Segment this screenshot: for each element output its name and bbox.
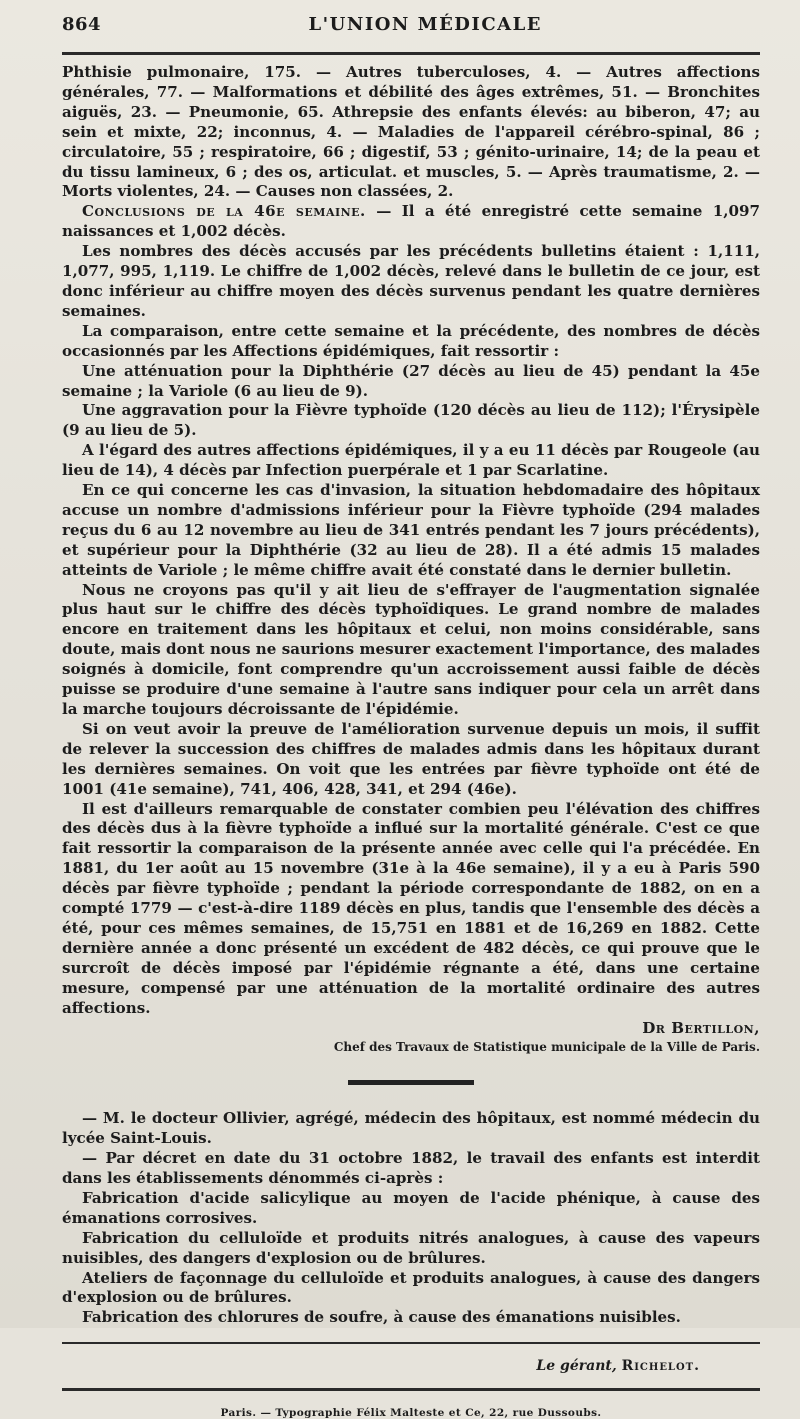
article-body (62, 63, 760, 1328)
section-lead: Conclusions de la 46e semaine. (82, 202, 366, 221)
printer-imprint: Paris. — Typographie Félix Malteste et Ce, 22, rue Dussoubs. (220, 1407, 602, 1419)
paragraph: Une aggravation pour la Fièvre typhoïde (120 décès au lieu de 112); l'Érysipèle (9 au lieu de 5). (62, 401, 760, 440)
paragraph: Il est d'ailleurs remarquable de constater combien peu l'élévation des chiffres des décès dus à la fièvre typhoïde a influé sur la mortalité générale. C'est ce que fait ressortir la comparaison de la présente année avec celle qui l'a précédée. En 1881, du 1er août au 15 novembre (31e à la 46e semaine), il y a eu à Paris 590 décès par fièvre typhoïde ; pendant la période correspondante de 1882, on en a compté 1779 — c'est-à-dire 1189 décès en plus, tandis que l'ensemble des décès a été, pour ces mêmes semaines, de 15,751 en 1881 et de 16,269 en 1882. Cette dernière année a donc présenté un excédent de 482 décès, ce qui prouve que le surcroît de décès imposé par l'épidémie régnante a été, dans une certaine mesure, compensé par une atténuation de la mortalité ordinaire des autres affections. (62, 799, 760, 1017)
paragraph: Une atténuation pour la Diphthérie (27 décès au lieu de 45) pendant la 45e semaine ; la Variole (6 au lieu de 9). (62, 361, 760, 400)
footer-rule (62, 1388, 760, 1391)
signature-name: Dr Bertillon, (642, 1018, 760, 1037)
news-item: Fabrication des chlorures de soufre, à cause des émanations nuisibles. (82, 1308, 681, 1327)
news-item: Fabrication du celluloïde et produits nitrés analogues, à cause des vapeurs nuisibles, des dangers d'explosion ou de brûlures. (62, 1228, 760, 1267)
gerant-line: Le gérant, Richelot. (536, 1358, 700, 1375)
page-number: 864 (62, 14, 102, 35)
signature-title: Chef des Travaux de Statistique municipale de la Ville de Paris. (333, 1040, 760, 1055)
running-title: L'UNION MÉDICALE (308, 14, 542, 35)
paragraph: Phthisie pulmonaire, 175. — Autres tuberculoses, 4. — Autres affections générales, 77. — Malformations et débilité des âges extrêmes, 51. — Bronchites aiguës, 23. — Pneumonie, 65. Athrepsie des enfants élevés: au biberon, 47; au sein et mixte, 22; inconnus, 4. — Maladies de l'appareil cérébro-spinal, 86 ; circulatoire, 55 ; respiratoire, 66 ; digestif, 53 ; génito-urinaire, 14; de la peau et du tissu lamineux, 6 ; des os, articulat. et muscles, 5. — Après traumatisme, 2. — Morts violentes, 24. — Causes non classées, 2. (62, 63, 760, 201)
news-item: Fabrication d'acide salicylique au moyen de l'acide phénique, à cause des émanations corrosives. (62, 1188, 760, 1227)
paragraph: La comparaison, entre cette semaine et la précédente, des nombres de décès occasionnés par les Affections épidémiques, fait ressortir : (62, 321, 760, 360)
footer-rule (62, 1342, 760, 1344)
paragraph: Nous ne croyons pas qu'il y ait lieu de s'effrayer de l'augmentation signalée plus haut sur le chiffre des décès typhoïdiques. Le grand nombre de malades encore en traitement dans les hôpitaux et celui, non moins considérable, sans doute, mais dont nous ne saurions mesurer exactement l'importance, des malades soignés à domicile, font comprendre qu'un accroissement aussi faible de décès puisse se produire d'une semaine à l'autre sans indiquer pour cela un arrêt dans la marche toujours décroissante de l'épidémie. (62, 580, 760, 718)
section-separator (348, 1080, 474, 1085)
paragraph: Les nombres des décès accusés par les précédents bulletins étaient : 1,111, 1,077, 995, 1,119. Le chiffre de 1,002 décès, relevé dans le bulletin de ce jour, est donc inférieur au chiffre moyen des décès survenus pendant les quatre dernières semaines. (62, 242, 760, 320)
news-item: — Par décret en date du 31 octobre 1882, le travail des enfants est interdit dans les établissements dénommés ci-après : (62, 1149, 760, 1188)
paragraph: Si on veut avoir la preuve de l'amélioration survenue depuis un mois, il suffit de relever la succession des chiffres de malades admis dans les hôpitaux durant les dernières semaines. On voit que les entrées par fièvre typhoïde ont été de 1001 (41e semaine), 741, 406, 428, 341, et 294 (46e). (62, 719, 760, 798)
paragraph-text: — Il a été enregistré cette semaine 1,097 naissances et 1,002 décès. (62, 202, 760, 241)
news-item: Ateliers de façonnage du celluloïde et produits analogues, à cause des dangers d'explosion ou de brûlures. (62, 1268, 760, 1307)
news-item: — M. le docteur Ollivier, agrégé, médecin des hôpitaux, est nommé médecin du lycée Saint-Louis. (62, 1109, 760, 1148)
header-rule (62, 52, 760, 55)
paragraph-conclusions (62, 202, 760, 242)
paragraph: En ce qui concerne les cas d'invasion, la situation hebdomadaire des hôpitaux accuse un nombre d'admissions inférieur pour la Fièvre typhoïde (294 malades reçus du 6 au 12 novembre au lieu de 341 entrés pendant les 7 jours précédents), et supérieur pour la Diphthérie (32 au lieu de 28). Il a été admis 15 malades atteints de Variole ; le même chiffre avait été constaté dans le dernier bulletin. (62, 481, 760, 579)
page-header (62, 14, 760, 46)
paragraph: A l'égard des autres affections épidémiques, il y a eu 11 décès par Rougeole (au lieu de 14), 4 décès par Infection puerpérale et 1 par Scarlatine. (62, 441, 760, 480)
